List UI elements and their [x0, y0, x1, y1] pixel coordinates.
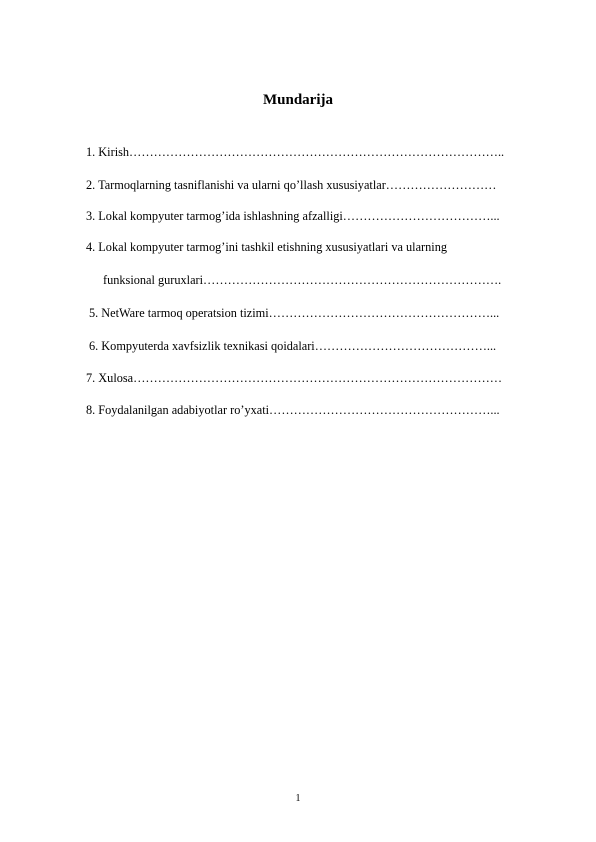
- page-number: 1: [295, 793, 301, 804]
- toc-entry-conclusion: 7. Xulosa………………………………………………………………………………: [86, 371, 503, 385]
- toc-entry-references: 8. Foydalanilgan adabiyotlar ro’yxati………………………………………………...: [86, 403, 500, 417]
- toc-entry-local-network-organization-continued: funksional guruxlari……………………………………………………………….: [103, 273, 502, 287]
- toc-entry-local-network-organization: 4. Lokal kompyuter tarmog’ini tashkil etishning xususiyatlari va ularning: [86, 240, 447, 254]
- toc-entry-network-classification: 2. Tarmoqlarning tasniflanishi va ularni qo’llash xususiyatlar………………………: [86, 178, 497, 192]
- toc-entry-safety-rules: 6. Kompyuterda xavfsizlik texnikasi qoidalari……………………………………...: [89, 339, 497, 353]
- page-title: Mundarija: [262, 92, 333, 108]
- toc-entry-introduction: 1. Kirish………………………………………………………………………………..: [86, 145, 505, 159]
- toc-entry-netware: 5. NetWare tarmoq operatsion tizimi………………………………………………...: [89, 306, 500, 320]
- toc-entry-local-network-advantages: 3. Lokal kompyuter tarmog’ida ishlashning afzalligi………………………………...: [86, 209, 500, 223]
